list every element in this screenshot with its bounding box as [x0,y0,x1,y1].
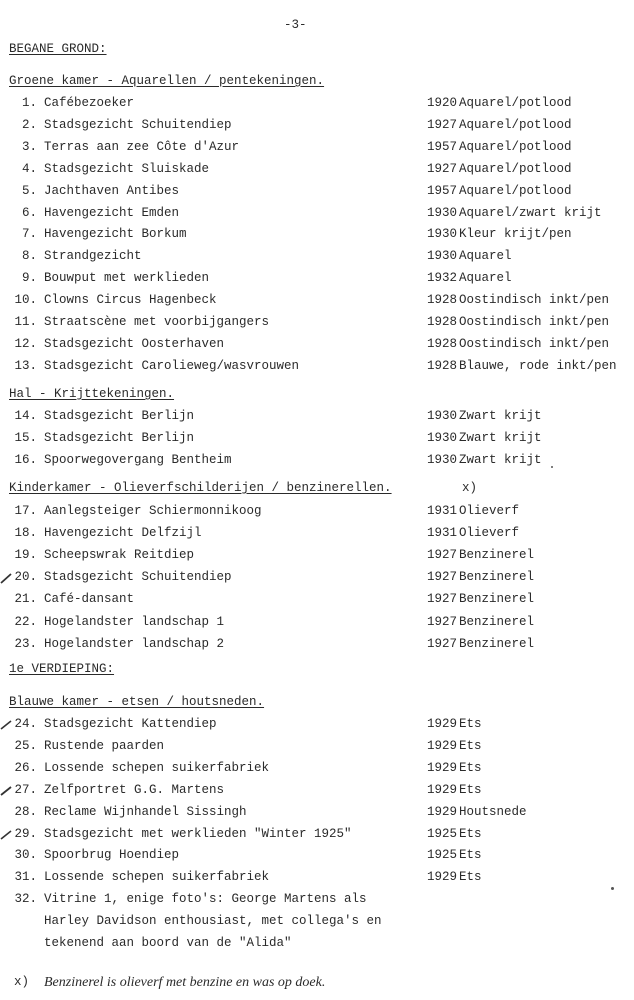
item-title: Stadsgezicht Berlijn [44,430,195,445]
item-number: 31. [14,870,37,885]
list-item [9,892,629,908]
item-technique: Aquarel/potlood [459,139,572,154]
list-item [9,227,629,243]
item-number: 4. [21,161,37,176]
heading-ground-floor: BEGANE GROND: [9,42,107,56]
item-technique: Benzinerel [459,614,535,629]
list-item [9,315,629,331]
item-year: 1927 [427,161,458,176]
item-title: Rustende paarden [44,738,165,753]
list-item [9,206,629,222]
item-year: 1929 [427,738,458,753]
list-item [9,96,629,112]
item-title: Hogelandster landschap 2 [44,636,225,651]
item-year: 1927 [427,636,458,651]
list-item [9,337,629,353]
item-technique: Benzinerel [459,548,535,563]
item-number: 2. [21,117,37,132]
heading-hall: Hal - Krijttekeningen. [9,387,175,401]
item-title: Havengezicht Borkum [44,227,187,242]
item-title: Zelfportret G.G. Martens [44,782,225,797]
item-number: 15. [14,430,37,445]
item-year: 1927 [427,592,458,607]
list-item [9,118,629,134]
item-technique: Aquarel/potlood [459,161,572,176]
item-technique: Aquarel [459,249,512,264]
item-title: Stadsgezicht Schuitendiep [44,570,232,585]
item-number: 10. [14,293,37,308]
item-year: 1931 [427,504,458,518]
handwritten-tick-mark [0,718,12,730]
item-technique: Aquarel/potlood [459,117,572,132]
item-year: 1929 [427,804,458,819]
list-item [9,570,629,586]
item-year: 1929 [427,870,458,885]
item-title: Stadsgezicht met werklieden "Winter 1925" [44,826,352,841]
list-item [9,431,629,447]
item-technique: Ets [459,826,482,841]
item-number: 14. [14,409,37,423]
item-title: Strandgezicht [44,249,142,264]
item-title: Straatscène met voorbijgangers [44,315,270,329]
item-technique: Benzinerel [459,636,535,651]
item-technique: Olieverf [459,504,520,518]
item-title: Café-dansant [44,592,135,607]
item-year: 1930 [427,205,458,220]
list-item [9,526,629,542]
item-number: 30. [14,848,37,863]
list-item [9,162,629,178]
list-item [9,140,629,156]
list-item [9,504,629,520]
item-technique: Benzinerel [459,592,535,607]
item-technique: Oostindisch inkt/pen [459,336,610,351]
item-title: Stadsgezicht Berlijn [44,409,195,423]
item-title: Stadsgezicht Carolieweg/wasvrouwen [44,358,300,373]
item-number: 1. [21,96,37,110]
item-title: Lossende schepen suikerfabriek [44,760,270,775]
heading-green-room: Groene kamer - Aquarellen / pentekeningen. [9,74,325,88]
item-year: 1928 [427,293,458,308]
item-title: Bouwput met werklieden [44,271,210,286]
handwritten-tick-mark [0,784,12,796]
list-item [9,184,629,200]
footnote-marker: x) [462,481,478,495]
item-number: 32. [14,892,37,906]
item-year: 1930 [427,409,458,423]
scan-speck [611,887,614,890]
item-year: 1927 [427,548,458,563]
item-year: 1957 [427,183,458,198]
item-number: 26. [14,760,37,775]
list-item [9,717,629,733]
footnote [14,975,326,990]
footnote-text: Benzinerel is olieverf met benzine en was op doek. [44,975,326,990]
item-number: 29. [14,826,37,841]
item-year: 1925 [427,848,458,863]
item-year: 1957 [427,139,458,154]
item-year: 1929 [427,717,458,731]
heading-first-floor: 1e VERDIEPING: [9,662,115,676]
item-number: 13. [14,358,37,373]
page-number: -3- [284,18,307,32]
item-technique: Ets [459,848,482,863]
list-item [9,848,629,864]
item-title: Stadsgezicht Kattendiep [44,717,217,731]
item-number: 7. [21,227,37,242]
item-technique: Houtsnede [459,804,527,819]
list-item [9,293,629,309]
item-number: 20. [14,570,37,585]
item-year: 1932 [427,271,458,286]
item-technique: Ets [459,870,482,885]
handwritten-tick-mark [0,828,12,840]
item-technique: Ets [459,760,482,775]
vitrine-line-3: tekenend aan boord van de "Alida" [44,936,292,950]
item-year: 1927 [427,570,458,585]
item-number: 8. [21,249,37,264]
item-technique: Oostindisch inkt/pen [459,293,610,308]
item-year: 1925 [427,826,458,841]
item-number: 24. [14,717,37,731]
list-item [9,783,629,799]
item-year: 1930 [427,452,458,467]
item-year: 1931 [427,526,458,541]
item-technique: Zwart krijt [459,452,542,467]
item-title: Havengezicht Delfzijl [44,526,202,541]
item-year: 1928 [427,358,458,373]
item-year: 1927 [427,117,458,132]
item-year: 1929 [427,760,458,775]
list-item [9,249,629,265]
list-item [9,359,629,375]
item-number: 16. [14,452,37,467]
item-technique: Ets [459,717,482,731]
item-technique: Ets [459,738,482,753]
handwritten-tick-mark [0,572,12,584]
item-number: 17. [14,504,37,518]
list-item [9,453,629,469]
item-year: 1927 [427,614,458,629]
item-number: 3. [21,139,37,154]
item-technique: Aquarel/potlood [459,183,572,198]
item-title: Lossende schepen suikerfabriek [44,870,270,885]
item-technique: Benzinerel [459,570,535,585]
item-number: 11. [14,315,37,329]
list-item [9,761,629,777]
scan-speck [551,466,553,468]
list-item [9,827,629,843]
item-title: Jachthaven Antibes [44,183,180,198]
list-item [9,637,629,653]
item-title: Spoorbrug Hoendiep [44,848,180,863]
list-item [9,805,629,821]
item-year: 1930 [427,227,458,242]
item-year: 1928 [427,315,458,329]
item-technique: Zwart krijt [459,430,542,445]
list-item [9,548,629,564]
item-title: Spoorwegovergang Bentheim [44,452,232,467]
item-year: 1928 [427,336,458,351]
list-item [9,870,629,886]
heading-blue-room: Blauwe kamer - etsen / houtsneden. [9,695,265,709]
item-number: 25. [14,738,37,753]
list-item [9,615,629,631]
item-number: 22. [14,614,37,629]
item-title: Hogelandster landschap 1 [44,614,225,629]
item-technique: Blauwe, rode inkt/pen [459,358,617,373]
item-number: 19. [14,548,37,563]
heading-kids-room: Kinderkamer - Olieverfschilderijen / benzinerellen. [9,481,392,495]
item-title: Stadsgezicht Oosterhaven [44,336,225,351]
item-title: Cafébezoeker [44,96,135,110]
item-technique: Zwart krijt [459,409,542,423]
item-title: Havengezicht Emden [44,205,180,220]
item-title: Clowns Circus Hagenbeck [44,293,217,308]
item-number: 23. [14,636,37,651]
vitrine-line-2: Harley Davidson enthousiast, met collega's en [44,914,382,928]
item-technique: Aquarel/zwart krijt [459,205,602,220]
item-number: 18. [14,526,37,541]
item-number: 9. [21,271,37,286]
vitrine-line-1: Vitrine 1, enige foto's: George Martens als [44,892,367,906]
item-technique: Ets [459,782,482,797]
item-number: 28. [14,804,37,819]
item-technique: Olieverf [459,526,520,541]
item-title: Aanlegsteiger Schiermonnikoog [44,504,262,518]
item-technique: Oostindisch inkt/pen [459,315,610,329]
list-item [9,739,629,755]
item-title: Terras aan zee Côte d'Azur [44,139,240,154]
footnote-mark: x) [14,975,30,989]
item-title: Stadsgezicht Sluiskade [44,161,210,176]
list-item [9,592,629,608]
list-item [9,271,629,287]
item-technique: Aquarel [459,271,512,286]
item-number: 6. [21,205,37,220]
list-item [9,409,629,425]
item-number: 12. [14,336,37,351]
item-year: 1930 [427,430,458,445]
item-number: 21. [14,592,37,607]
item-number: 5. [21,183,37,198]
item-year: 1929 [427,782,458,797]
item-year: 1920 [427,96,458,110]
item-technique: Aquarel/potlood [459,96,572,110]
item-title: Reclame Wijnhandel Sissingh [44,804,247,819]
item-title: Scheepswrak Reitdiep [44,548,195,563]
item-number: 27. [14,782,37,797]
item-technique: Kleur krijt/pen [459,227,572,242]
item-year: 1930 [427,249,458,264]
item-title: Stadsgezicht Schuitendiep [44,117,232,132]
